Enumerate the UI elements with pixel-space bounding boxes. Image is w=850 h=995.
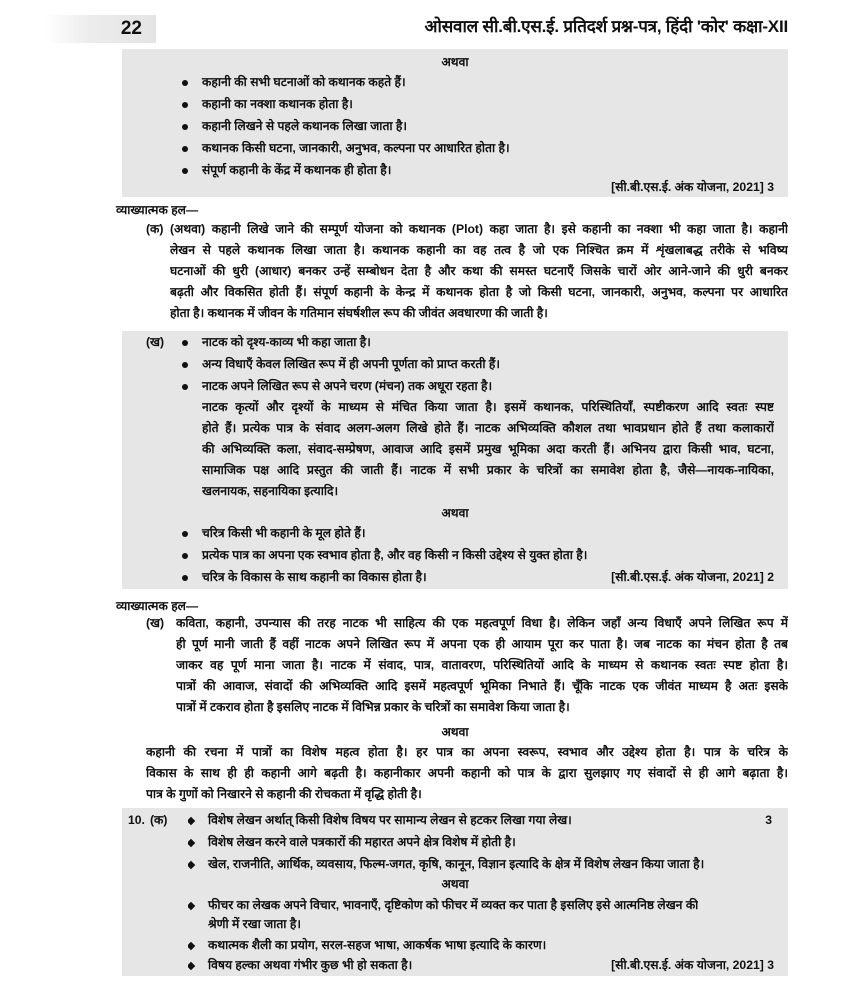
answer-box-3 [122, 808, 788, 976]
or-heading: अथवा [441, 55, 469, 69]
bullet-icon [182, 362, 188, 368]
bullet-icon [182, 553, 188, 559]
page-number-box [46, 15, 156, 43]
bullet-icon [182, 575, 188, 581]
diamond-bullet-icon [188, 860, 195, 868]
list-item: फीचर का लेखक अपने विचार, भावनाएँ, दृष्टिकोण को फीचर में व्यक्त कर पाता है इसलिए इसे आत्मनिष्ठ लेखन की [188, 895, 698, 916]
section-heading: व्याख्यात्मक हल— [116, 599, 199, 613]
question-label: (क) [150, 813, 168, 827]
diamond-bullet-icon [188, 816, 195, 824]
list-item: चरित्र किसी भी कहानी के मूल होते हैं। [182, 523, 365, 544]
list-item: कथात्मक शैली का प्रयोग, सरल-सहज भाषा, आकर्षक भाषा इत्यादि के कारण। [188, 935, 546, 956]
question-label: (ख) [146, 335, 165, 349]
question-label: (क) [146, 222, 164, 236]
section-heading: व्याख्यात्मक हल— [116, 203, 199, 217]
bullet-icon [182, 384, 188, 390]
or-paragraph: कहानी की रचना में पात्रों का विशेष महत्व होता है। हर पात्र का अपना स्वरूप, स्वभाव और उद्देश्य होता है। पात्र के चरित्र के विकास के साथ ही ही कहानी आगे बढ़ती है। कहानीकार अपनी कहानी को पात्र के द्वारा सुलझाए गए संवादों से ही आगे बढ़ाता है। पात्र के गुणों को निखारने से कहानी की रोचकता में वृद्धि होती है। [146, 745, 788, 801]
explanation-paragraph: कविता, कहानी, उपन्यास की तरह नाटक भी साहित्य की एक महत्वपूर्ण विधा है। लेकिन जहाँ अन्य विधाएँ अपने लिखित रूप में ही पूर्ण मानी जाती हैं वहीं नाटक अपने लिखित रूप में अपना एक ही आयाम पूरा कर पाता है। जब नाटक का मंचन होता है तब जाकर वह पूर्ण माना जाता है। नाटक में संवाद, पात्र, वातावरण, परिस्थितियों आदि के माध्यम से कथानक स्वतः स्पष्ट होता है। पात्रों की आवाज, संवादों की अभिव्यक्ति आदि इसमें महत्वपूर्ण भूमिका निभाते हैं। चूँकि नाटक एक जीवंत माध्यम है अतः इसके पात्रों में टकराव होता है इसलिए नाटक में विभिन्न प्रकार के चरित्रों का समावेश किया जाता है। [176, 616, 788, 714]
bullet-icon [182, 124, 188, 130]
source-citation: [सी.बी.एस.ई. अंक योजना, 2021] 3 [611, 958, 774, 972]
list-item: कहानी की सभी घटनाओं को कथानक कहते हैं। [182, 72, 406, 93]
bullet-icon [182, 531, 188, 537]
marks: 3 [765, 813, 772, 827]
list-item: विशेष लेखन अर्थात् किसी विशेष विषय पर सामान्य लेखन से हटकर लिखा गया लेख। [188, 810, 572, 831]
bullet-icon [182, 168, 188, 174]
bullet-icon [182, 146, 188, 152]
question-number: 10. [128, 813, 145, 827]
running-title: ओसवाल सी.बी.एस.ई. प्रतिदर्श प्रश्न-पत्र, हिंदी 'कोर' कक्षा-XII [424, 17, 788, 36]
answer-box-1 [122, 49, 788, 197]
list-item: नाटक अपने लिखित रूप से अपने चरण (मंचन) तक अधूरा रहता है। [182, 376, 492, 397]
or-heading: अथवा [441, 725, 469, 739]
list-item: नाटक को दृश्य-काव्य भी कहा जाता है। [182, 332, 371, 353]
list-item: विषय हल्का अथवा गंभीर कुछ भी हो सकता है। [188, 955, 412, 976]
list-item: प्रत्येक पात्र का अपना एक स्वभाव होता है, और वह किसी न किसी उद्देश्य से युक्त होता है। [182, 545, 587, 566]
list-item: विशेष लेखन करने वाले पत्रकारों की महारत अपने क्षेत्र विशेष में होती है। [188, 832, 516, 853]
list-item: खेल, राजनीति, आर्थिक, व्यवसाय, फिल्म-जगत, कृषि, कानून, विज्ञान इत्यादि के क्षेत्र में विशेष लेखन किया जाता है। [188, 854, 704, 875]
list-item: संपूर्ण कहानी के केंद्र में कथानक ही होता है। [182, 160, 391, 181]
answer-box-2 [122, 331, 788, 589]
drama-paragraph: नाटक कृत्यों और दृश्यों के माध्यम से मंचित किया जाता है। इसमें कथानक, परिस्थितियाँ, स्पष्टीकरण आदि स्वतः स्पष्ट होते हैं। प्रत्येक पात्र के संवाद अलग-अलग लिखे होते हैं। नाटक अभिव्यक्ति कौशल तथा भावप्रधान होते हैं तथा कलाकारों की अभिव्यक्ति कला, संवाद-सम्प्रेषण, आवाज आदि इसमें प्रमुख भूमिका अदा करती हैं। अभिनय द्वारा किसी भाव, घटना, सामाजिक पक्ष आदि प्रस्तुत की जाती हैं। नाटक में सभी प्रकार के चरित्रों का समावेश होता है, जैसे—नायक-नायिका, खलनायक, सहनायिका इत्यादि। [202, 400, 774, 498]
page-number: 22 [120, 18, 142, 39]
or-heading: अथवा [441, 506, 469, 520]
diamond-bullet-icon [188, 838, 195, 846]
explanation-paragraph: (अथवा) कहानी लिखे जाने की सम्पूर्ण योजना को कथानक (Plot) कहा जाता है। इसे कहानी का नक्शा भी कहा जाता है। कहानी लेखन से पहले कथानक लिखा जाता है। कथानक कहानी का वह तत्व है जो एक निश्चित क्रम में शृंखलाबद्ध तरीके से भविष्य घटनाओं की धुरी (आधार) बनकर उन्हें सम्बोधन देता है और कथा की समस्त घटनाएँ जिसके चारों ओर आने-जाने की धुरी बनकर बढ़ती और विकसित होती हैं। संपूर्ण कहानी के केन्द्र में कथानक होता है जो किसी घटना, जानकारी, अनुभव, कल्पना पर आधारित होता है। कथानक में जीवन के गतिमान संघर्षशील रूप की जीवंत अवधारणा की जाती है। [170, 222, 788, 320]
list-item: कहानी का नक्शा कथानक होता है। [182, 94, 353, 115]
list-item: अन्य विधाएँ केवल लिखित रूप में ही अपनी पूर्णता को प्राप्त करती हैं। [182, 354, 500, 375]
bullet-icon [182, 80, 188, 86]
diamond-bullet-icon [188, 941, 195, 949]
source-citation: [सी.बी.एस.ई. अंक योजना, 2021] 3 [611, 180, 774, 194]
diamond-bullet-icon [188, 961, 195, 969]
list-item: चरित्र के विकास के साथ कहानी का विकास होता है। [182, 567, 427, 588]
bullet-icon [182, 340, 188, 346]
bullet-icon [182, 102, 188, 108]
source-citation: [सी.बी.एस.ई. अंक योजना, 2021] 2 [611, 570, 774, 584]
list-item-continuation: श्रेणी में रखा जाता है। [208, 917, 301, 931]
list-item: कहानी लिखने से पहले कथानक लिखा जाता है। [182, 116, 407, 137]
or-heading: अथवा [441, 877, 469, 891]
list-item: कथानक किसी घटना, जानकारी, अनुभव, कल्पना पर आधारित होता है। [182, 138, 510, 159]
diamond-bullet-icon [188, 901, 195, 909]
question-label: (ख) [146, 616, 165, 630]
